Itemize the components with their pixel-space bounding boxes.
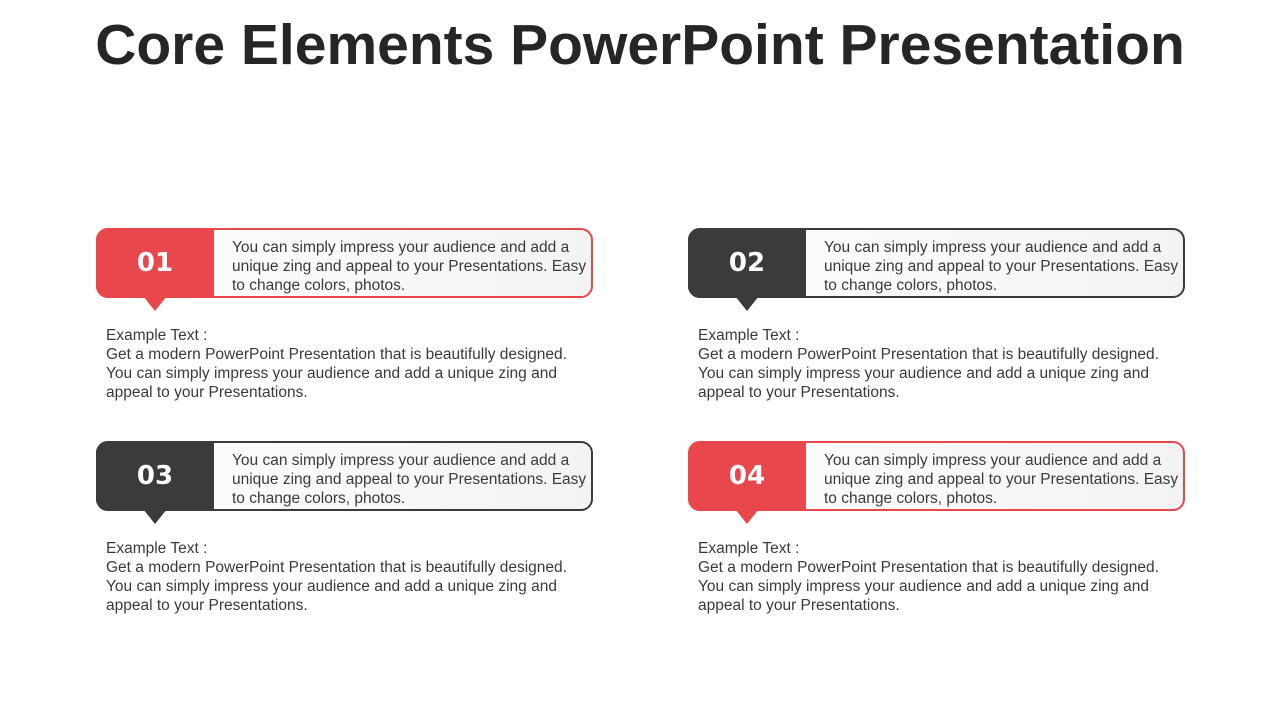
description-label: Example Text : [106, 327, 208, 344]
number-badge: 01 [96, 228, 214, 298]
description-text: Get a modern PowerPoint Presentation that is beautifully designed. You can simply impress your audience and add a unique zing and appeal to your Presentations. [698, 346, 1159, 401]
number-badge: 02 [688, 228, 806, 298]
pointer-arrow [735, 296, 759, 311]
header-text: You can simply impress your audience and add a unique zing and appeal to your Presentations. Easy to change colors, photos. [232, 452, 587, 507]
description-text: Get a modern PowerPoint Presentation that is beautifully designed. You can simply impress your audience and add a unique zing and appeal to your Presentations. [106, 559, 567, 614]
header-text: You can simply impress your audience and add a unique zing and appeal to your Presentations. Easy to change colors, photos. [232, 239, 587, 294]
description-label: Example Text : [106, 540, 208, 557]
element-header-box [96, 228, 593, 298]
description-block [106, 539, 593, 615]
pointer-arrow [735, 509, 759, 524]
description-text: Get a modern PowerPoint Presentation that is beautifully designed. You can simply impress your audience and add a unique zing and appeal to your Presentations. [106, 346, 567, 401]
core-element-card-03 [96, 441, 593, 631]
page-title: Core Elements PowerPoint Presentation [95, 13, 1185, 77]
element-header-box [96, 441, 593, 511]
description-text: Get a modern PowerPoint Presentation that is beautifully designed. You can simply impress your audience and add a unique zing and appeal to your Presentations. [698, 559, 1159, 614]
element-header-box [688, 228, 1185, 298]
description-label: Example Text : [698, 327, 800, 344]
core-element-card-02 [688, 228, 1185, 418]
header-text: You can simply impress your audience and add a unique zing and appeal to your Presentations. Easy to change colors, photos. [824, 239, 1179, 294]
header-text: You can simply impress your audience and add a unique zing and appeal to your Presentations. Easy to change colors, photos. [824, 452, 1179, 507]
core-element-card-01 [96, 228, 593, 418]
description-block [698, 326, 1185, 402]
pointer-arrow [143, 509, 167, 524]
description-block [106, 326, 593, 402]
number-badge: 04 [688, 441, 806, 511]
description-label: Example Text : [698, 540, 800, 557]
pointer-arrow [143, 296, 167, 311]
number-badge: 03 [96, 441, 214, 511]
core-element-card-04 [688, 441, 1185, 631]
element-header-box [688, 441, 1185, 511]
description-block [698, 539, 1185, 615]
